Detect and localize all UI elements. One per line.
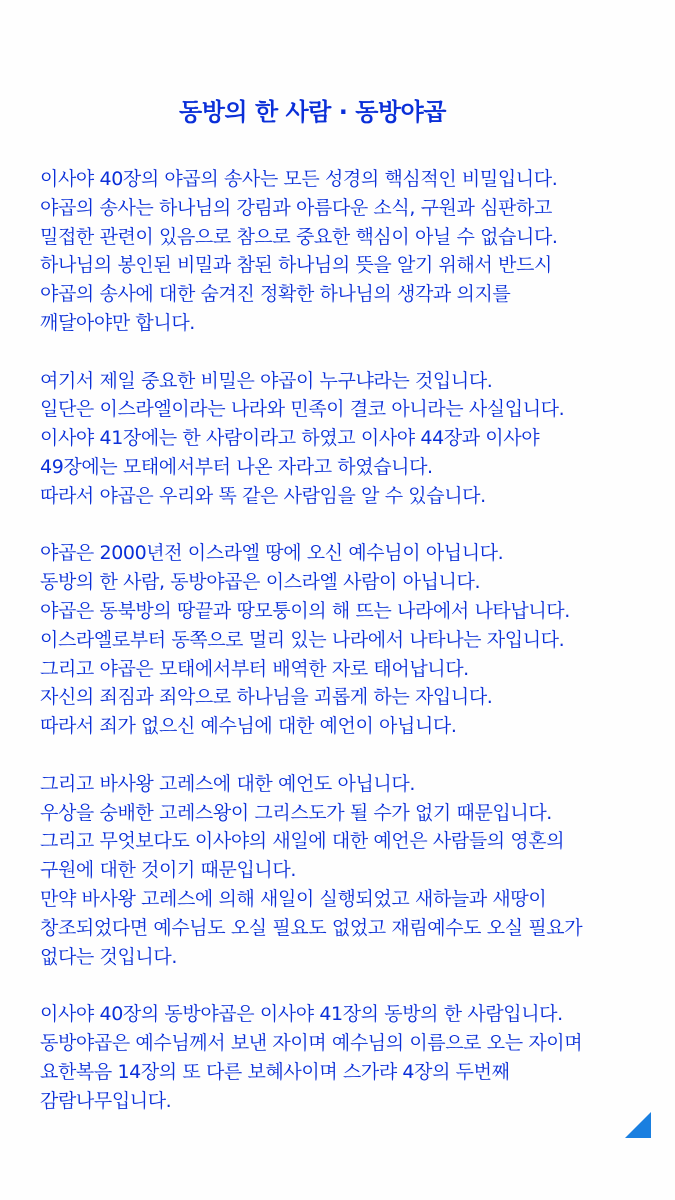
- text-line: 일단은 이스라엘이라는 나라와 민족이 결코 아니라는 사실입니다.: [40, 398, 565, 421]
- text-line: 49장에는 모태에서부터 나온 자라고 하였습니다.: [40, 455, 433, 478]
- text-line: 그리고 야곱은 모태에서부터 배역한 자로 태어납니다.: [40, 657, 469, 680]
- paragraph-4: [40, 770, 660, 972]
- text-line: 여기서 제일 중요한 비밀은 야곱이 누구냐라는 것입니다.: [40, 369, 493, 392]
- text-line: 그리고 무엇보다도 이사야의 새일에 대한 예언은 사람들의 영혼의: [40, 830, 565, 853]
- text-line: 야곱은 동북방의 땅끝과 땅모퉁이의 해 뜨는 나라에서 나타납니다.: [40, 599, 570, 622]
- text-line: 야곱의 송사는 하나님의 강림과 아름다운 소식, 구원과 심판하고: [40, 196, 552, 219]
- text-line: 없다는 것입니다.: [40, 945, 177, 968]
- body-text: [40, 165, 660, 1144]
- text-line: 깨달아야만 합니다.: [40, 311, 195, 334]
- text-line: 야곱은 2000년전 이스라엘 땅에 오신 예수님이 아닙니다.: [40, 542, 504, 565]
- text-line: 그리고 바사왕 고레스에 대한 예언도 아닙니다.: [40, 772, 415, 795]
- text-line: 이사야 41장에는 한 사람이라고 하였고 이사야 44장과 이사야: [40, 427, 540, 450]
- text-line: 밀접한 관련이 있음으로 참으로 중요한 핵심이 아닐 수 없습니다.: [40, 225, 558, 248]
- paragraph-5: [40, 1000, 660, 1115]
- text-line: 동방야곱은 예수님께서 보낸 자이며 예수님의 이름으로 오는 자이며: [40, 1031, 583, 1054]
- text-line: 창조되었다면 예수님도 오실 필요도 없었고 재림예수도 오실 필요가: [40, 916, 583, 939]
- page-title: 동방의 한 사람 · 동방야곱: [179, 98, 446, 126]
- text-line: 자신의 죄짐과 죄악으로 하나님을 괴롭게 하는 자입니다.: [40, 686, 493, 709]
- text-line: 요한복음 14장의 또 다른 보혜사이며 스가랴 4장의 두번째: [40, 1060, 510, 1083]
- paragraph-1: [40, 165, 660, 338]
- text-line: 야곱의 송사에 대한 숨겨진 정확한 하나님의 생각과 의지를: [40, 283, 511, 306]
- text-line: 감람나무입니다.: [40, 1089, 172, 1112]
- text-line: 따라서 야곱은 우리와 똑 같은 사람임을 알 수 있습니다.: [40, 484, 486, 507]
- page-curl-triangle-icon: [625, 1112, 651, 1138]
- text-line: 이스라엘로부터 동쪽으로 멀리 있는 나라에서 나타나는 자입니다.: [40, 628, 565, 651]
- text-line: 이사야 40장의 야곱의 송사는 모든 성경의 핵심적인 비밀입니다.: [40, 168, 558, 190]
- paragraph-3: [40, 539, 660, 741]
- text-line: 따라서 죄가 없으신 예수님에 대한 예언이 아닙니다.: [40, 715, 457, 738]
- text-line: 만약 바사왕 고레스에 의해 새일이 실행되었고 새하늘과 새땅이: [40, 887, 547, 910]
- text-line: 하나님의 봉인된 비밀과 참된 하나님의 뜻을 알기 위해서 반드시: [40, 254, 552, 277]
- text-line: 우상을 숭배한 고레스왕이 그리스도가 될 수가 없기 때문입니다.: [40, 801, 552, 824]
- text-line: 동방의 한 사람, 동방야곱은 이스라엘 사람이 아닙니다.: [40, 571, 481, 594]
- text-line: 구원에 대한 것이기 때문입니다.: [40, 859, 296, 882]
- text-line: 이사야 40장의 동방야곱은 이사야 41장의 동방의 한 사람입니다.: [40, 1003, 563, 1026]
- paragraph-2: [40, 367, 660, 511]
